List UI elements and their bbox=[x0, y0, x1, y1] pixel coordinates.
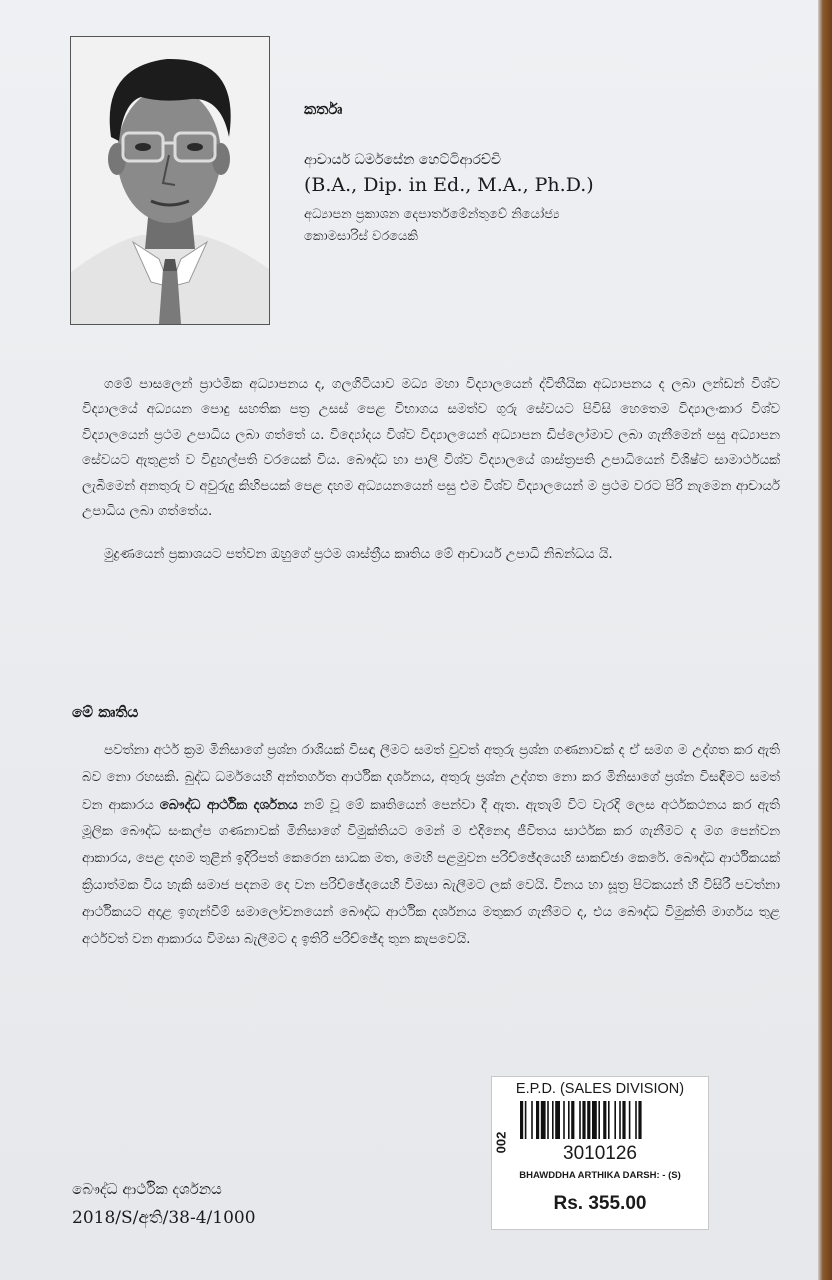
barcode-bar bbox=[608, 1101, 610, 1139]
bio-paragraph-2: මුද්‍රණයෙන් ප්‍රකාශයට පත්වන ඔහුගේ ප්‍රථම ශාස්ත්‍රීය කෘතිය මේ ආචාර්ය උපාධි නිබන්ධය යි. bbox=[104, 547, 613, 563]
author-name: ආචාර්ය ධර්මසේන හෙට්ටිආරච්චි bbox=[304, 152, 502, 168]
barcode-bar bbox=[614, 1101, 616, 1139]
about-book-heading: මේ කෘතිය bbox=[72, 703, 139, 721]
barcode-bar bbox=[619, 1101, 621, 1139]
price-sticker bbox=[491, 1076, 709, 1230]
about-book-text bbox=[82, 738, 780, 953]
sticker-item-code: 3010126 bbox=[563, 1143, 637, 1164]
barcode-bar bbox=[555, 1101, 560, 1139]
barcode-bar bbox=[563, 1101, 565, 1139]
sticker-header: E.P.D. (SALES DIVISION) bbox=[515, 1081, 685, 1097]
barcode-bar bbox=[552, 1101, 554, 1139]
barcode-bar bbox=[547, 1101, 549, 1139]
barcode-bar bbox=[531, 1101, 533, 1139]
author-role-line-2: කොමසාරිස් වරයෙකි bbox=[304, 229, 418, 244]
author-photo bbox=[70, 36, 270, 325]
bio-paragraph-1: ගමේ පාසලෙන් ප්‍රාථමික අධ්‍යාපනය ද, ගලගිටියාව මධ්‍ය මහා විද්‍යාලයෙන් ද්විතීයික අධ්‍යාපනය ද ලබා ලන්ඩන් විශ්ව විද්‍යාලයේ අධ්‍යයන පොදු සහතික පත්‍ර උසස් පෙළ විභාගය සමත්ව ගුරු සේවයට පිවිසි හෙතෙම විද්‍යාලංකාර විශ්ව විද්‍යාලයෙන් ප්‍රථම උපාධිය ලබා ගත්තේ ය. විද්‍යෝදය විශ්ව විද්‍යාලයෙන් අධ්‍යාපන ඩිප්ලෝමාව ලබා ගැනීමෙන් පසු අධ්‍යාපන සේවයට ඇතුළත් ව විදුහල්පති වරයෙක් විය. බෞද්ධ හා පාලි විශ්ව විද්‍යාලයේ ශාස්ත්‍රපති උපාධියෙන් විශිෂ්ට සාමාර්ථයක් ලැබීමෙන් අනතුරු ව අවුරුදු කිහිපයක් පෙළ දහම අධ්‍යයනයෙන් පසු එම විශ්ව විද්‍යාලයෙන් ම ප්‍රථම වරට පිරි නැමෙන ආචාර්ය උපාධිය ලබා ගත්තේය. bbox=[82, 377, 780, 520]
barcode-bar bbox=[638, 1101, 641, 1139]
author-degrees: (B.A., Dip. in Ed., M.A., Ph.D.) bbox=[304, 174, 594, 196]
about-text-part-1: පවත්නා අර්ථ ක්‍රම මිනිසාගේ ප්‍රශ්න රාශියක් විසඳා ලීමට සමත් වුවත් අතුරු ප්‍රශ්න ගණනාවක් ද ඒ සමග ම උද්ගත කර ඇති බව නො රහසකි. බුද්ධ ධර්මයෙහි අන්තර්ගත ආර්ථික දර්ශනය, අතුරු ප්‍රශ්න උද්ගත නො කර මිනිසාගේ ප්‍රශ්න විසඳීමට සමත් වන ආකාරය bbox=[82, 743, 780, 813]
book-spine-edge bbox=[818, 0, 832, 1280]
barcode-bar bbox=[603, 1101, 606, 1139]
barcode-bar bbox=[635, 1101, 637, 1139]
footer-publication-code: 2018/S/අති/38-4/1000 bbox=[72, 1208, 256, 1228]
author-role bbox=[304, 204, 764, 248]
barcode-bar bbox=[587, 1101, 590, 1139]
barcode-bar bbox=[571, 1101, 574, 1139]
author-biography bbox=[82, 372, 780, 568]
about-book-paragraph bbox=[82, 738, 780, 953]
about-text-part-2: නම් වූ මේ කෘතියෙන් පෙන්වා දී ඇත. ඇතැම් විට වැරදි ලෙස අර්ථකථනය කර ඇති මූලික බෞද්ධ සංකල්ප ගණනාවක් මිනිසාගේ විමුක්තියට මෙන් ම එදිනෙදා ජීවිතය සාර්ථක කර ගැනීමට ද මග පෙන්වන ආකාරය, පෙළ දහම තුළින් ඉදිරිපත් කෙරෙන සාධක මත, මෙහි පළමුවන පරිච්ඡේදයෙහි සාකච්ඡා කෙරේ. බෞද්ධ ආර්ථිකයක් ක්‍රියාත්මක විය හැකි සමාජ පදනම දෙ වන පරිච්ඡේදයෙහි විමසා බැලීමට ලක් වෙයි. විනය හා සූත්‍ර පිටකයන් හි විසිරී පවත්නා ආර්ථිකයට අදාළ ඉගැන්වීම් සමාලෝචනයෙන් බෞද්ධ ආර්ථික දර්ශනය මතුකර ගැනීමට ද, එය බෞද්ධ විමුක්ති මාර්ගය තුළ අර්ථවත් වන ආකාරය විමසා බැලීමට ද ඉතිරි පරිච්ඡේද තුන කැපවෙයි. bbox=[82, 797, 780, 947]
author-role-line-1: අධ්‍යාපන ප්‍රකාශන දෙපාර්තමේන්තුවේ නියෝජ්‍ය bbox=[304, 207, 560, 222]
barcode-bar bbox=[592, 1101, 597, 1139]
barcode-bar bbox=[520, 1101, 523, 1139]
barcode-bar bbox=[568, 1101, 570, 1139]
sticker-item-name: BHAWDDHA ARTHIKA DARSH: - (S) bbox=[519, 1170, 681, 1181]
barcode-bar bbox=[622, 1101, 625, 1139]
footer-book-title: බෞද්ධ ආර්ථික දර්ශනය bbox=[72, 1180, 222, 1198]
barcode-bar bbox=[579, 1101, 581, 1139]
barcode-bar bbox=[598, 1101, 600, 1139]
publication-footer bbox=[72, 1180, 256, 1228]
barcode-bar bbox=[525, 1101, 527, 1139]
barcode-bar bbox=[541, 1101, 546, 1139]
barcode bbox=[520, 1101, 698, 1139]
barcode-bar bbox=[629, 1101, 631, 1139]
author-heading: කර්තෘ bbox=[304, 100, 343, 118]
book-title-emphasis: බෞද්ධ ආර්ථික දර්ශනය bbox=[159, 796, 298, 813]
sticker-price: Rs. 355.00 bbox=[553, 1193, 647, 1214]
sticker-side-code: 002 bbox=[493, 1131, 509, 1154]
barcode-bar bbox=[536, 1101, 539, 1139]
author-info bbox=[304, 100, 764, 248]
barcode-bar bbox=[582, 1101, 585, 1139]
